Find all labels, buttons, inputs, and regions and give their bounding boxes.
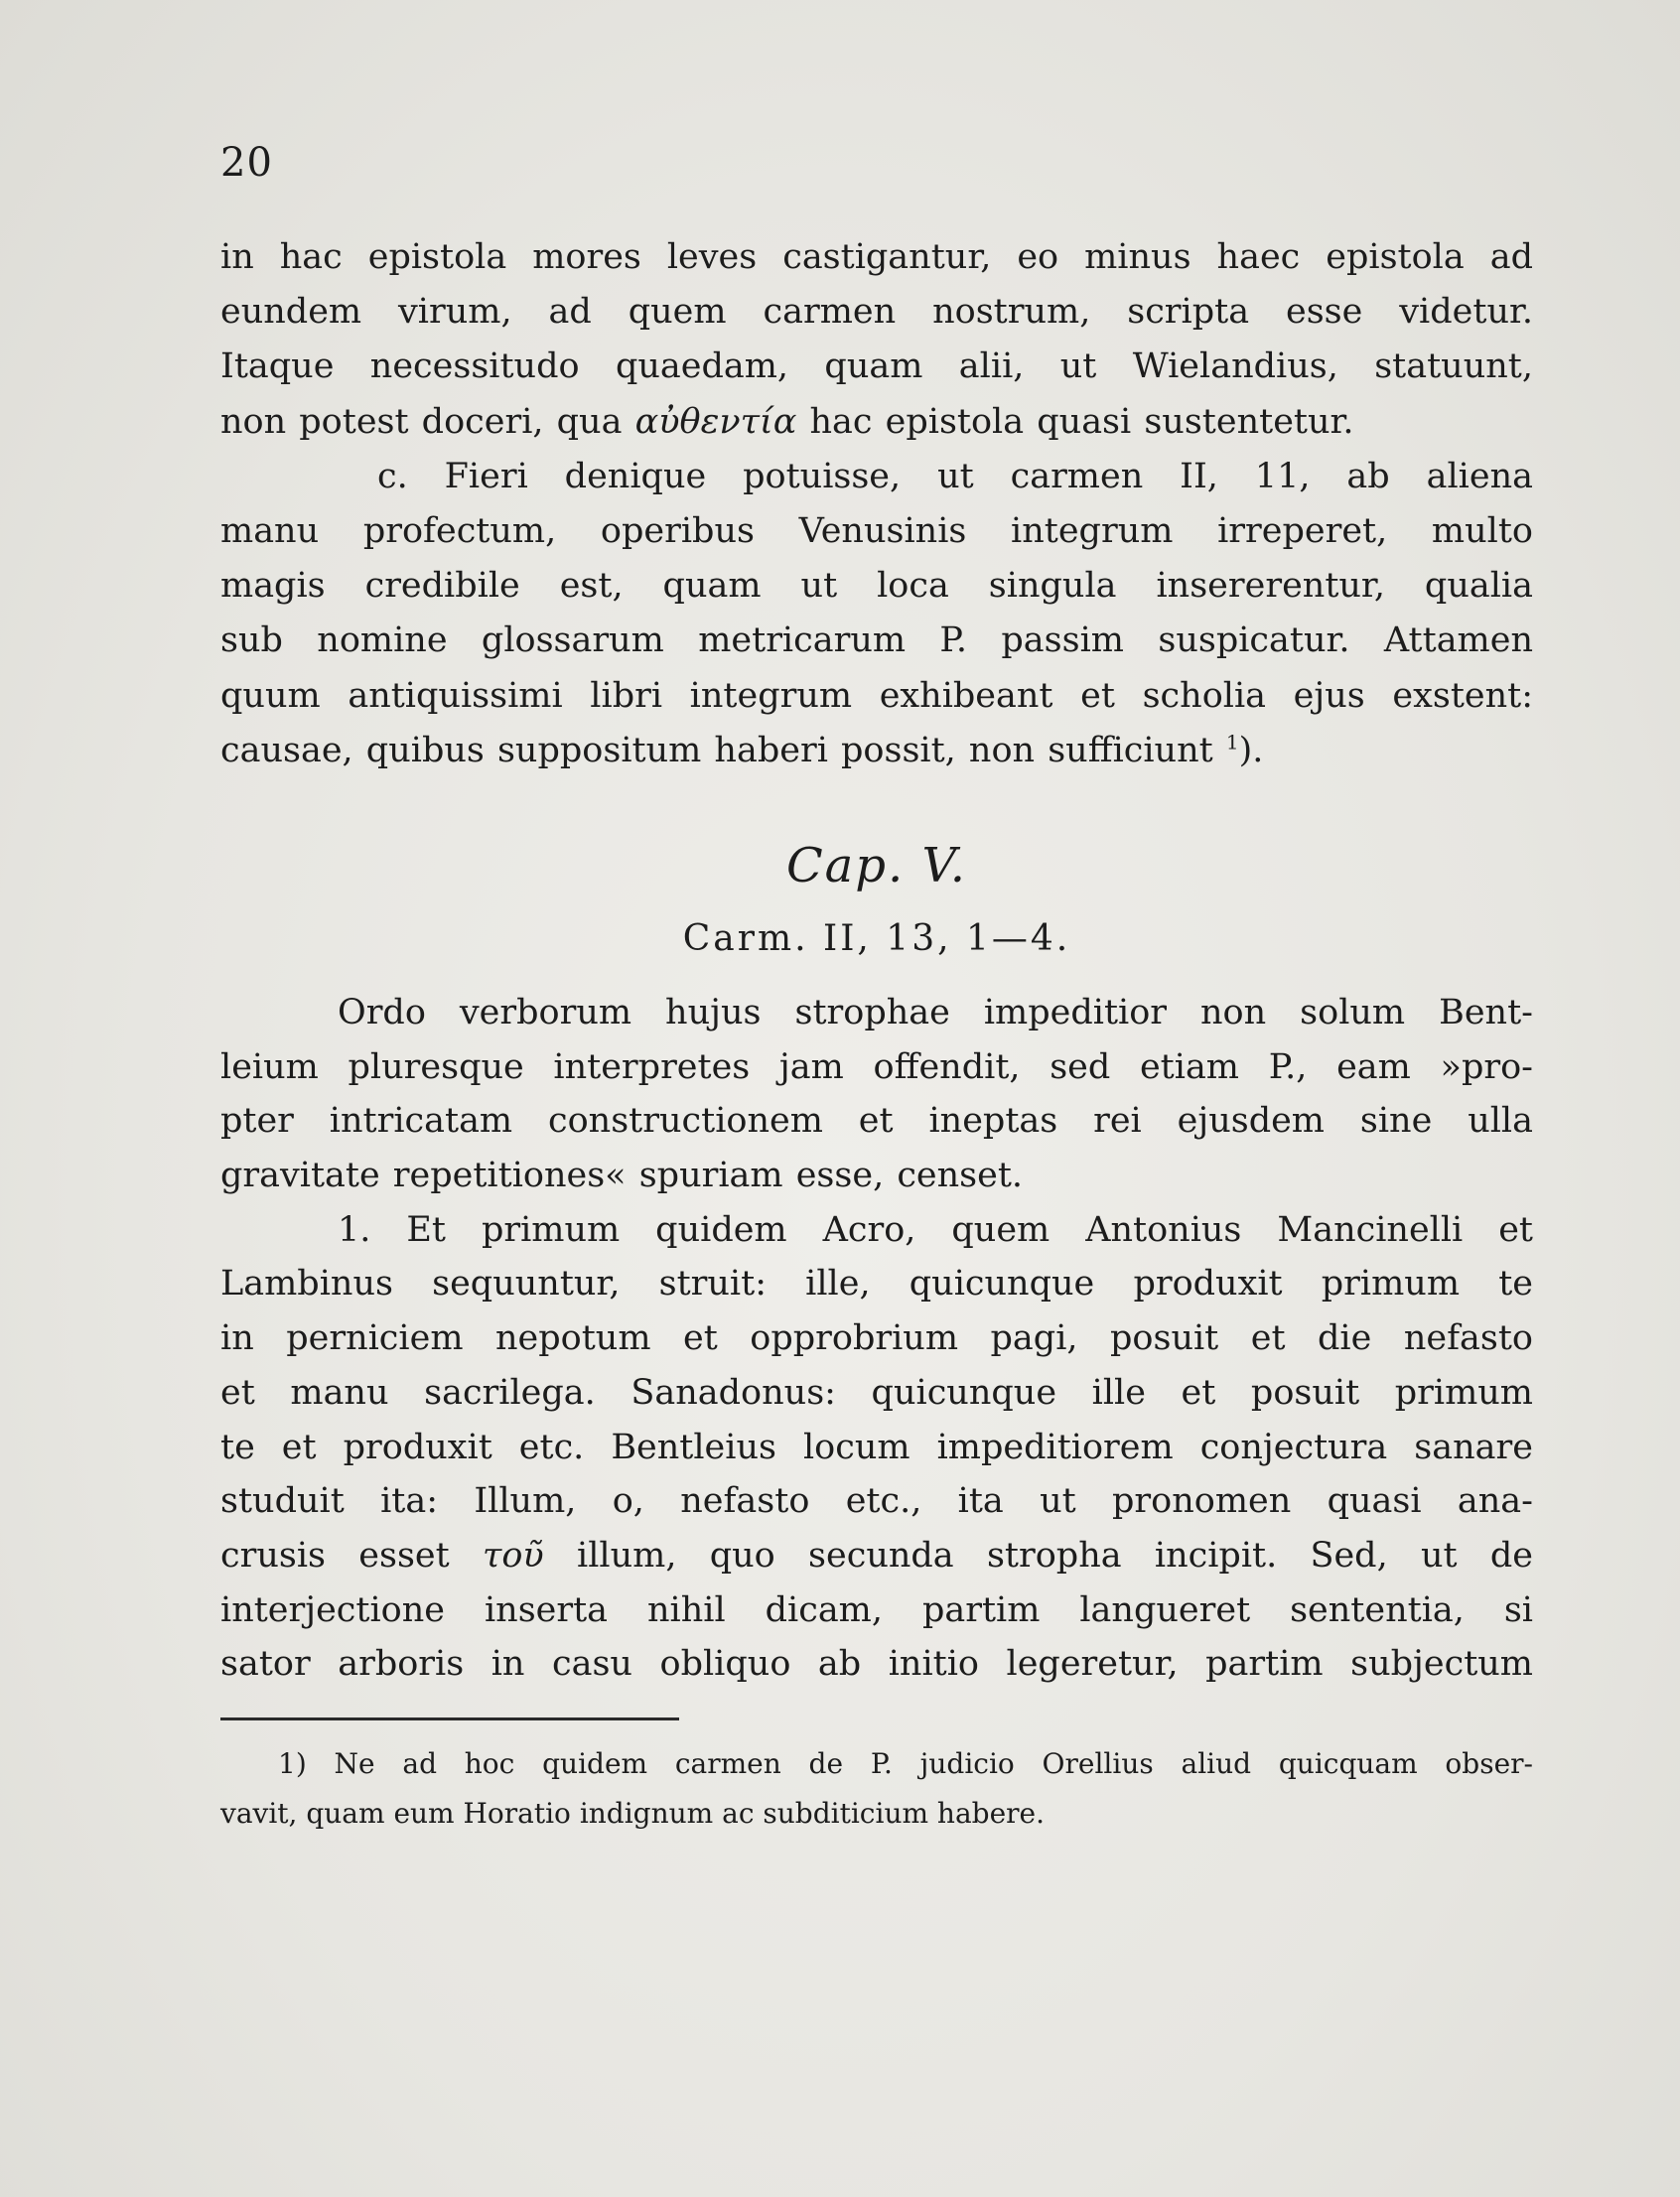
footnote-line: vavit, quam eum Horatio indignum ac subditicium habere. <box>220 1797 1046 1830</box>
text-fragment: causae, quibus suppositum haberi possit, non sufficiunt <box>220 730 1213 770</box>
text-line: eundem virum, ad quem carmen nostrum, scripta esse videtur. <box>220 292 1533 333</box>
text-fragment: crusis esset <box>220 1535 450 1576</box>
text-line <box>220 395 1533 450</box>
text-line: sator arboris in casu obliquo ab initio legeretur, partim subjectum <box>220 1644 1533 1685</box>
text-line: 1. Et primum quidem Acro, quem Antonius Mancinelli et <box>338 1209 1533 1250</box>
text-line: Itaque necessitudo quaedam, quam alii, ut Wielandius, statuunt, <box>220 346 1533 387</box>
text-line: gravitate repetitiones« spuriam esse, censet. <box>220 1156 1024 1196</box>
text-line: pter intricatam constructionem et ineptas rei ejusdem sine ulla <box>220 1101 1533 1142</box>
text-fragment: non potest doceri, qua <box>220 401 623 442</box>
text-line: studuit ita: Illum, o, nefasto etc., ita ut pronomen quasi ana- <box>220 1481 1533 1522</box>
text-line: leium pluresque interpretes jam offendit, sed etiam P., eam »pro- <box>220 1046 1533 1087</box>
body-text-upper <box>220 230 1533 778</box>
text-line: Ordo verborum hujus strophae impeditior non solum Bent- <box>338 993 1533 1032</box>
text-line: quum antiquissimi libri integrum exhibeant et scholia ejus exstent: <box>220 675 1533 716</box>
text-fragment: ). <box>1238 730 1264 770</box>
text-line: manu profectum, operibus Venusinis integrum irreperet, multo <box>220 510 1533 551</box>
text-fragment: hac epistola quasi sustentetur. <box>809 401 1354 442</box>
greek-word: αὐθεντία <box>634 401 797 442</box>
footnote-line: 1) Ne ad hoc quidem carmen de P. judicio Orellius aliud quicquam obser- <box>278 1747 1533 1780</box>
footnotes <box>220 1739 1533 1839</box>
text-line: Lambinus sequuntur, struit: ille, quicunque produxit primum te <box>220 1264 1533 1304</box>
text-line: in hac epistola mores leves castigantur, eo minus haec epistola ad <box>220 237 1533 277</box>
page-number: 20 <box>220 140 273 186</box>
text-line: c. Fieri denique potuisse, ut carmen II, 11, ab aliena <box>377 456 1533 496</box>
text-line: interjectione inserta nihil dicam, partim langueret sententia, si <box>220 1589 1533 1630</box>
footnote-divider <box>220 1717 679 1720</box>
text-line <box>220 1529 1533 1583</box>
footnote-marker: 1 <box>1225 730 1239 755</box>
body-text-lower <box>220 986 1533 1692</box>
text-line: sub nomine glossarum metricarum P. passim suspicatur. Attamen <box>220 620 1533 661</box>
chapter-subtitle: Carm. II, 13, 1—4. <box>682 918 1071 959</box>
text-fragment: illum, quo secunda stropha incipit. Sed, ut de <box>577 1535 1534 1576</box>
text-line: et manu sacrilega. Sanadonus: quicunque ille et posuit primum <box>220 1372 1533 1413</box>
chapter-title: Cap. V. <box>785 838 968 893</box>
text-line: magis credibile est, quam ut loca singula insererentur, qualia <box>220 566 1533 607</box>
text-line: te et produxit etc. Bentleius locum impeditiorem conjectura sanare <box>220 1427 1533 1467</box>
text-line: in perniciem nepotum et opprobrium pagi, posuit et die nefasto <box>220 1318 1533 1359</box>
text-line <box>220 724 1533 778</box>
greek-word: τοῦ <box>483 1535 544 1576</box>
book-page <box>220 139 1533 2025</box>
